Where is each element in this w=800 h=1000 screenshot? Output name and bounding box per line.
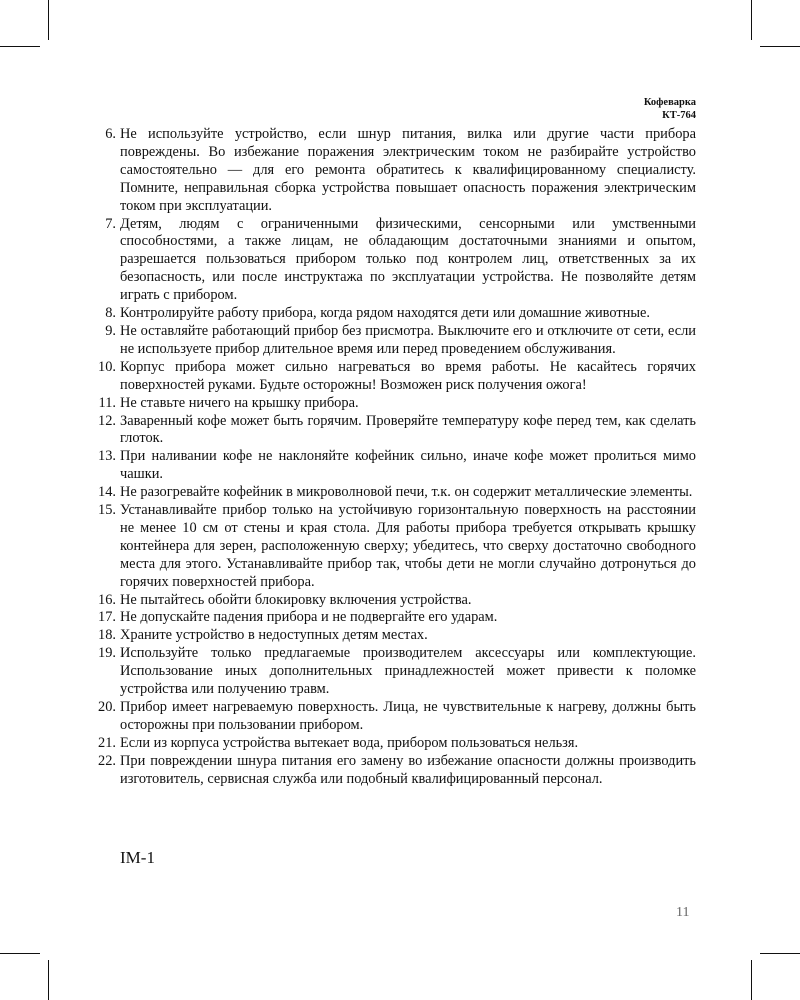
list-item — [94, 502, 696, 592]
item-text: Контролируйте работу прибора, когда рядом находятся дети или домашние животные. — [120, 305, 651, 322]
crop-mark-top-right — [751, 0, 752, 40]
item-number-label: 15. — [98, 502, 116, 519]
item-number — [94, 484, 120, 502]
list-item — [94, 126, 696, 216]
page-number: 11 — [676, 905, 690, 920]
item-number-label: 20. — [98, 699, 116, 715]
item-number — [94, 592, 120, 610]
item-number — [94, 216, 120, 306]
instructions-list — [94, 126, 696, 789]
list-item — [94, 735, 696, 753]
item-number-label: 10. — [98, 358, 116, 375]
item-number — [94, 627, 120, 645]
item-text: Не пытайтесь обойти блокировку включения устройства. — [120, 591, 472, 608]
item-number-label: 14. — [98, 484, 116, 501]
list-item — [94, 216, 696, 306]
item-number — [94, 735, 120, 753]
item-number — [94, 609, 120, 627]
crop-mark-top-right-horizontal — [760, 46, 800, 47]
item-number-label: 13. — [98, 448, 116, 465]
item-number — [94, 448, 120, 484]
item-text: При повреждении шнура питания его замену во избежание опасности должны производить изготовитель, сервисная служба или подобный квалифицированный персонал. — [120, 752, 696, 787]
crop-mark-top-left — [48, 0, 49, 40]
list-item — [94, 645, 696, 699]
item-text: Устанавливайте прибор только на устойчивую горизонтальную поверхность на расстоянии не менее 10 см от стены и края стола. Для работы прибора требуется открывать крышку контейнера для зерен, расположенную сверху; убедитесь, что сверху достаточно свободного места для этого. Устанавливайте прибор так, чтобы дети не могли случайно дотронуться до горячих поверхностей прибора. — [120, 502, 696, 590]
item-number-label: 21. — [98, 734, 116, 751]
item-number-label: 12. — [98, 412, 116, 429]
list-item — [94, 609, 696, 627]
item-number — [94, 413, 120, 449]
item-number — [94, 305, 120, 323]
item-text: Не допускайте падения прибора и не подвергайте его ударам. — [120, 609, 498, 626]
item-number-label: 18. — [98, 627, 116, 644]
item-text: Храните устройство в недоступных детям местах. — [120, 627, 428, 644]
page-header — [644, 96, 696, 122]
item-number — [94, 753, 120, 789]
item-number-label: 22. — [98, 752, 116, 769]
crop-mark-bottom-right-horizontal — [760, 953, 800, 954]
item-number-label: 17. — [98, 609, 116, 626]
list-item — [94, 323, 696, 359]
item-text: Не разогревайте кофейник в микроволновой печи, т.к. он содержит металлические элементы. — [120, 484, 693, 501]
crop-mark-bottom-right — [751, 960, 752, 1000]
item-text: Заваренный кофе может быть горячим. Проверяйте температуру кофе перед тем, как сделать глоток. — [120, 412, 696, 447]
item-text: Не ставьте ничего на крышку прибора. — [120, 394, 359, 411]
list-item — [94, 627, 696, 645]
list-item — [94, 395, 696, 413]
item-text: Корпус прибора может сильно нагреваться во время работы. Не касайтесь горячих поверхностей руками. Будьте осторожны! Возможен риск получения ожога! — [120, 358, 696, 393]
list-item — [94, 359, 696, 395]
item-number — [94, 645, 120, 699]
item-number — [94, 699, 120, 735]
item-number — [94, 323, 120, 359]
item-text: Прибор имеет нагреваемую поверхность. Лица, не чувствительные к нагреву, должны быть осторожны при пользовании прибором. — [120, 699, 696, 733]
item-text: Не используйте устройство, если шнур питания, вилка или другие части прибора повреждены. Во избежание поражения электрическим током не разбирайте устройство самостоятельно — для его ремонта обратитесь к квалифицированному специалисту. Помните, неправильная сборка устройства повышает опасность поражения электрическим током при эксплуатации. — [120, 126, 696, 214]
item-text: Не оставляйте работающий прибор без присмотра. Выключите его и отключите от сети, если не используете прибор длительное время или перед проведением обслуживания. — [120, 322, 696, 357]
item-number-label: 7. — [105, 215, 116, 232]
list-item — [94, 699, 696, 735]
crop-mark-top-left-horizontal — [0, 46, 40, 47]
item-number — [94, 359, 120, 395]
item-text: Если из корпуса устройства вытекает вода, прибором пользоваться нельзя. — [120, 734, 579, 751]
item-number-label: 9. — [105, 322, 116, 339]
item-number-label: 6. — [105, 126, 116, 142]
item-number-label: 19. — [98, 645, 116, 662]
crop-mark-bottom-left-horizontal — [0, 953, 40, 954]
item-number — [94, 126, 120, 216]
item-number-label: 11. — [98, 394, 116, 411]
item-number-label: 8. — [105, 305, 116, 322]
item-text: Детям, людям с ограниченными физическими, сенсорными или умственными способностями, а также лицам, не обладающим достаточными знаниями и опытом, разрешается пользоваться прибором только под контролем лиц, ответственных за их безопасность, или после инструктажа по эксплуатации устройства. Не позволяйте детям играть с прибором. — [120, 215, 696, 304]
header-model: КТ-764 — [662, 110, 696, 121]
item-number — [94, 395, 120, 413]
list-item — [94, 448, 696, 484]
safety-instructions — [94, 126, 696, 789]
item-text: При наливании кофе не наклоняйте кофейник сильно, иначе кофе может пролиться мимо чашки. — [120, 448, 696, 483]
list-item — [94, 484, 696, 502]
item-number — [94, 502, 120, 592]
header-title: Кофеварка — [643, 97, 696, 108]
list-item — [94, 592, 696, 610]
list-item — [94, 413, 696, 449]
item-text: Используйте только предлагаемые производителем аксессуары или комплектующие. Использование иных дополнительных принадлежностей может привести к поломке устройства или получению травм. — [120, 645, 696, 698]
item-number-label: 16. — [98, 591, 116, 608]
list-item — [94, 753, 696, 789]
list-item — [94, 305, 696, 323]
manual-code: IM-1 — [120, 848, 155, 867]
crop-mark-bottom-left — [48, 960, 49, 1000]
